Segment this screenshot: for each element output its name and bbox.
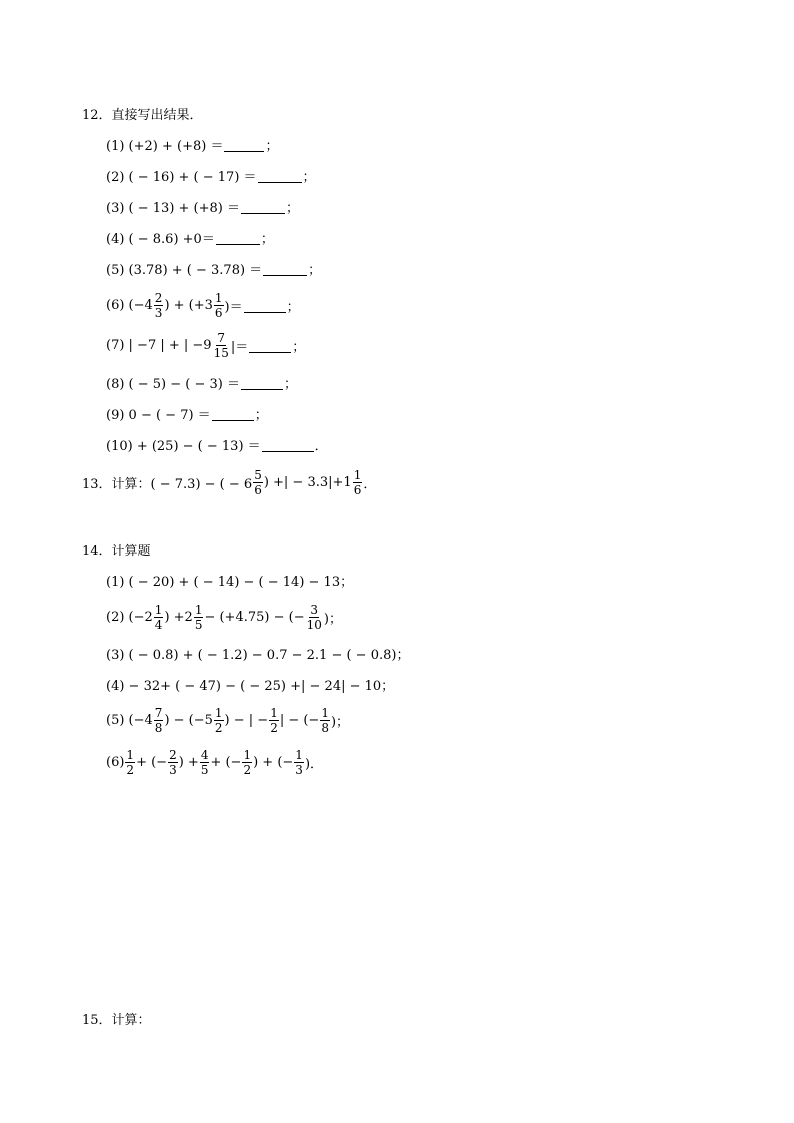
answer-blank[interactable]: [263, 261, 307, 276]
fraction: $\frac{1}{4}$: [154, 602, 163, 632]
question-13: 13．计算：( − 7.3) − ( − 6 $\frac{5}{6}$ ) +| − 3.3|+1 $\frac{1}{6}$ ．: [82, 467, 377, 497]
q14-item-4: (4) − 32+ ( − 47) − ( − 25) +| − 24| − 10；: [106, 678, 395, 694]
fraction: $\frac{5}{6}$: [254, 467, 262, 497]
fraction: $\frac{7}{15}$: [213, 330, 229, 360]
fraction: $\frac{1}{3}$: [295, 747, 303, 777]
fraction: $\frac{1}{2}$: [214, 705, 223, 735]
fraction: $\frac{1}{2}$: [270, 705, 278, 735]
q12-item-8: (8) ( − 5) − ( − 3) ＝ ；: [106, 376, 297, 392]
q12-item-6: (6) (−4 $\frac{2}{3}$ ) + (+3 $\frac{1}{6}$ )＝ ；: [106, 290, 300, 320]
q14-item-6: (6) $\frac{1}{2}$ + (− $\frac{2}{3}$ ) + $\frac{4}{5}$ + (− $\frac{1}{2}$ ) + (− $\frac{1}{3}$ )．: [106, 747, 324, 777]
fraction: $\frac{1}{2}$: [126, 747, 135, 777]
q12-item-5: (5) (3.78) + ( − 3.78) ＝ ；: [106, 262, 322, 278]
q12-item-2: (2) ( − 16) + ( − 17) ＝ ；: [106, 169, 316, 185]
answer-blank[interactable]: [241, 375, 283, 390]
answer-blank[interactable]: [212, 406, 254, 421]
q14-item-5: (5) (−4 $\frac{7}{8}$ ) − (−5 $\frac{1}{2}$ ) − | − $\frac{1}{2}$ | − (− $\frac{1}{8}$ )；: [106, 705, 350, 735]
answer-blank[interactable]: [244, 298, 286, 313]
fraction: $\frac{3}{10}$: [306, 602, 322, 632]
answer-blank[interactable]: [224, 137, 264, 152]
fraction: $\frac{4}{5}$: [200, 747, 209, 777]
q14-item-3: (3) ( − 0.8) + ( − 1.2) − 0.7 − 2.1 − ( − 0.8)；: [106, 647, 410, 663]
q14-item-1: (1) ( − 20) + ( − 14) − ( − 14) − 13；: [106, 574, 354, 590]
answer-blank[interactable]: [262, 437, 314, 452]
q12-item-9: (9) 0 − ( − 7) ＝ ；: [106, 407, 268, 423]
q12-item-7: (7) | −7 | + | −9 $\frac{7}{15}$ |＝ ；: [106, 330, 306, 360]
answer-blank[interactable]: [241, 199, 285, 214]
fraction: $\frac{2}{3}$: [154, 290, 163, 320]
fraction: $\frac{2}{3}$: [169, 747, 177, 777]
answer-blank[interactable]: [258, 168, 302, 183]
question-14-heading: 14．计算题: [82, 543, 151, 559]
fraction: $\frac{1}{6}$: [214, 290, 223, 320]
q12-item-3: (3) ( − 13) + (+8) ＝ ；: [106, 200, 300, 216]
answer-blank[interactable]: [249, 338, 291, 353]
fraction: $\frac{1}{8}$: [321, 705, 329, 735]
fraction: $\frac{1}{6}$: [353, 467, 362, 497]
fraction: $\frac{1}{2}$: [243, 747, 252, 777]
q12-item-1: (1) (+2) + (+8) ＝ ；: [106, 138, 279, 154]
q14-item-2: (2) (−2 $\frac{1}{4}$ ) +2 $\frac{1}{5}$ − (+4.75) − (− $\frac{3}{10}$ )；: [106, 602, 342, 632]
fraction: $\frac{1}{5}$: [194, 602, 203, 632]
fraction: $\frac{7}{8}$: [154, 705, 163, 735]
q12-item-4: (4) ( − 8.6) +0＝ ；: [106, 231, 274, 247]
question-12-heading: 12．直接写出结果．: [82, 107, 203, 123]
question-15-heading: 15．计算：: [82, 1012, 151, 1028]
q12-item-10: (10) + (25) − ( − 13) ＝ ．: [106, 438, 328, 454]
answer-blank[interactable]: [216, 230, 260, 245]
